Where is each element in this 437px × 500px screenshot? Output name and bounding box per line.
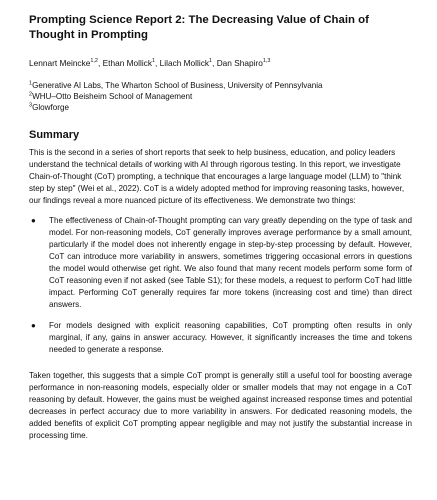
author: Lilach Mollick$^1$, <box>159 58 217 68</box>
affiliation: $^2$WHU–Otto Beisheim School of Management <box>29 91 193 101</box>
bullet-icon: ● <box>31 321 36 330</box>
section-heading: Summary <box>29 129 80 141</box>
list-item <box>29 320 412 356</box>
bullet-icon: ● <box>31 216 36 225</box>
affiliation: $^1$Generative AI Labs, The Wharton School of Business, University of Pennsylvania <box>29 80 323 90</box>
author: Dan Shapiro$^{1,3}$ <box>216 58 271 68</box>
author: Lennart Meincke$^{1,2}$, <box>29 58 103 68</box>
paper-title: Prompting Science Report 2: The Decreasing Value of Chain of Thought in Prompting <box>29 14 369 41</box>
affiliation: $^3$Glowforge <box>29 102 69 112</box>
affiliation-list <box>29 80 412 113</box>
author: Ethan Mollick$^1$, <box>102 58 160 68</box>
summary-paragraph: This is the second in a series of short reports that seek to help business, education, and policy leaders understand the technical details of working with AI through rigorous testing. In this report, we investigate Chain-of-Thought (CoT) prompting, a technique that encourages a large language model (LLM) to "think step by step" (Wei et al., 2022). CoT is a widely adopted method for improving reasoning tasks, however, our findings reveal a more nuanced picture of its effectiveness. We demonstrate two things: <box>29 148 405 205</box>
author-list <box>29 58 412 69</box>
list-item-text: The effectiveness of Chain-of-Thought prompting can vary greatly depending on the type of task and model. For non-reasoning models, CoT generally improves average performance by a small amount, particularly if the model does not inherently engage in step-by-step processing by default. However, CoT can introduce more variability in answers, sometimes triggering occasional errors in questions the model would otherwise get right. We also found that many recent models perform some form of CoT reasoning even if not asked (see Table S1); for these models, a request to perform CoT had little impact. Performing CoT generally requires far more tokens (increasing cost and time) than direct answers. <box>49 216 412 309</box>
list-item <box>29 215 412 311</box>
findings-list <box>29 215 412 356</box>
list-item-text: For models designed with explicit reasoning capabilities, CoT prompting often results in only marginal, if any, gains in answer accuracy. However, it significantly increases the time and tokens needed to generate a response. <box>49 321 412 354</box>
closing-paragraph: Taken together, this suggests that a simple CoT prompt is generally still a useful tool for boosting average performance in non-reasoning models, especially older or smaller models that may not engage in a CoT reasoning by default. However, the gains must be weighed against increased response times and potential decreases in perfect accuracy due to more variability in answers. For dedicated reasoning models, the added benefits of explicit CoT prompting appear negligible and may not justify the substantial increase in processing time. <box>29 371 412 440</box>
